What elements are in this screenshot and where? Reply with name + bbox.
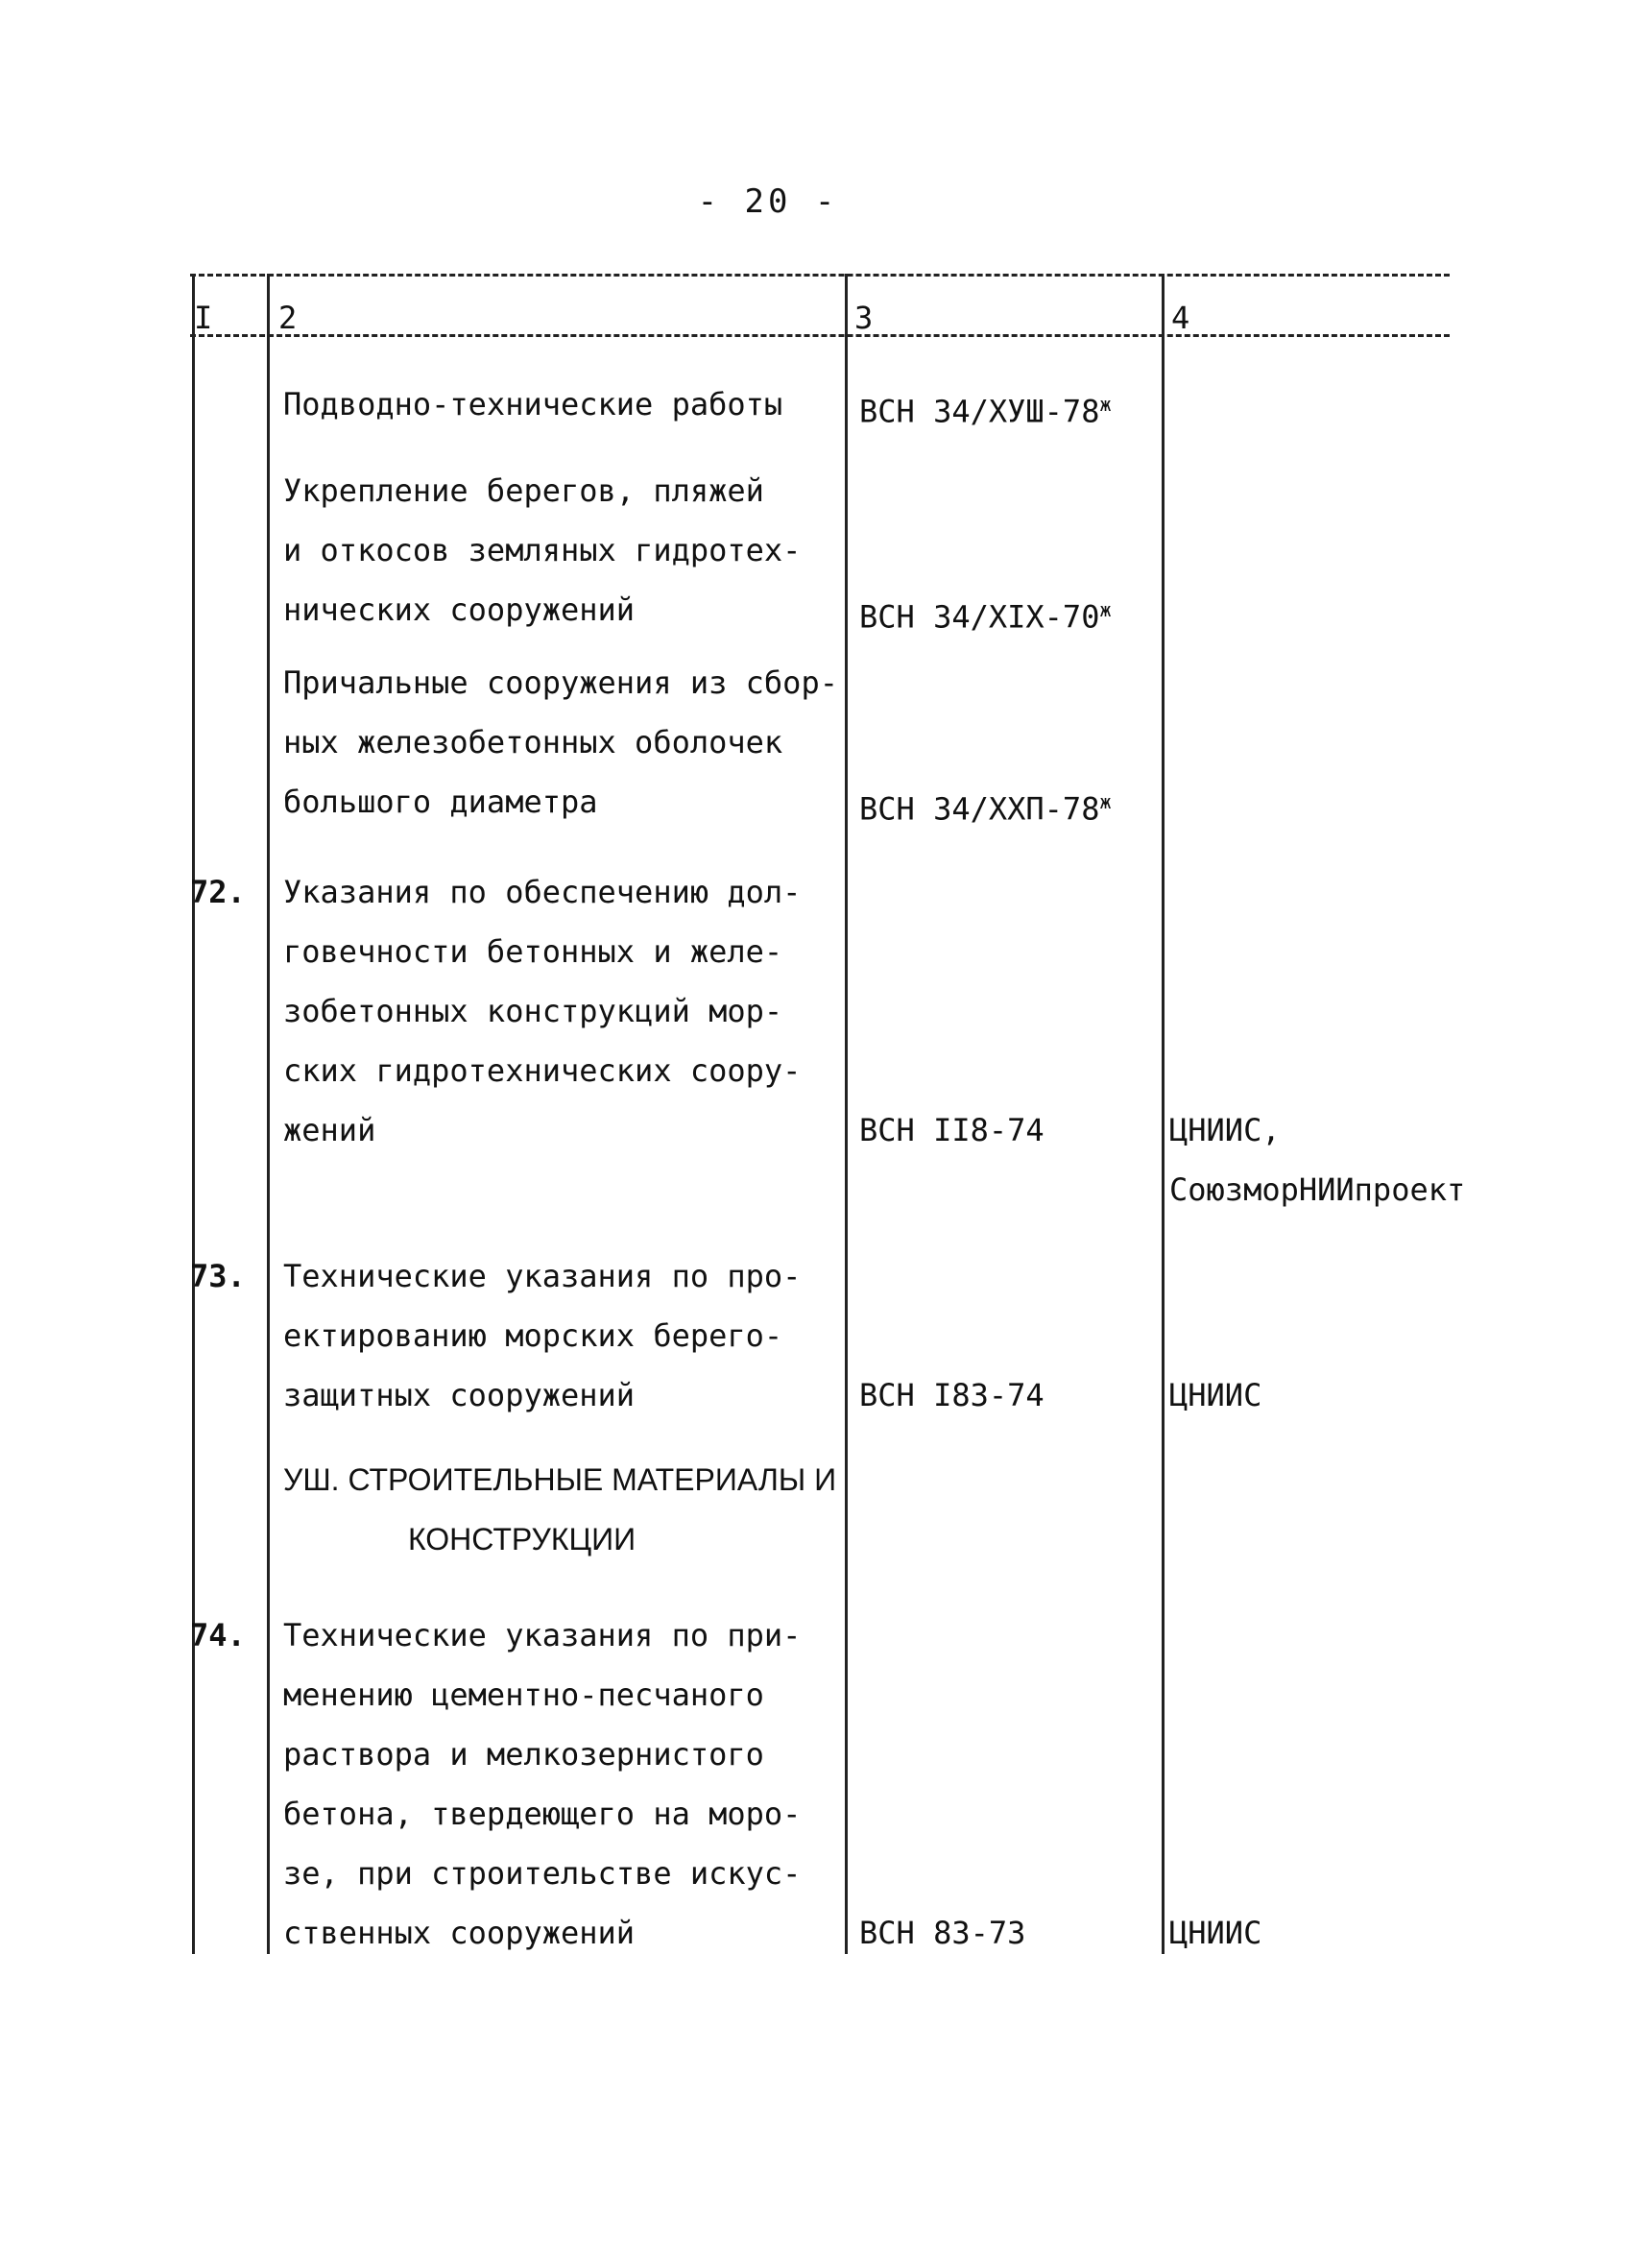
row-title-line: и откосов земляных гидротех- xyxy=(283,532,802,568)
row-code-text: ВСН 34/XXП-78 xyxy=(859,790,1100,828)
row-title-line: ектированию морских берего- xyxy=(283,1317,783,1354)
row-code xyxy=(859,580,1112,647)
row-title-line: жений xyxy=(283,1112,376,1148)
row-title-line: зобетонных конструкций мор- xyxy=(283,993,783,1029)
row-title-line: большого диаметра xyxy=(283,784,598,820)
row-code-text: ВСН 34/XIX-70 xyxy=(859,598,1100,636)
row-title-line: защитных сооружений xyxy=(283,1377,636,1413)
row-title-line: ных железобетонных оболочек xyxy=(283,724,783,760)
row-code xyxy=(859,772,1112,839)
header-col-2: 2 xyxy=(278,300,298,336)
row-title-line: раствора и мелкозернистого xyxy=(283,1736,764,1773)
row-number: 72. xyxy=(190,874,246,910)
header-col-4: 4 xyxy=(1171,300,1190,336)
row-org-line: ЦНИИС xyxy=(1169,1915,1262,1951)
row-title-line: Укрепление берегов, пляжей xyxy=(283,472,764,509)
column-divider-1 xyxy=(192,274,195,1954)
row-code: ВСН II8-74 xyxy=(859,1112,1045,1148)
row-title-line: ственных сооружений xyxy=(283,1915,636,1951)
page-number: - 20 - xyxy=(697,182,839,221)
row-title-line: Указания по обеспечению дол- xyxy=(283,874,802,910)
column-divider-4 xyxy=(1162,274,1165,1954)
row-org-line: ЦНИИС, xyxy=(1169,1112,1281,1148)
row-code-mark: ж xyxy=(1099,598,1112,621)
column-divider-2 xyxy=(267,274,270,1954)
header-bottom-rule xyxy=(190,334,1450,337)
header-col-3: 3 xyxy=(854,300,874,336)
row-title-line: нических сооружений xyxy=(283,591,636,628)
row-code xyxy=(859,374,1112,442)
row-title-line: Технические указания по при- xyxy=(283,1617,802,1653)
column-divider-3 xyxy=(845,274,848,1954)
header-col-1: I xyxy=(194,300,213,336)
section-heading-line: УШ. СТРОИТЕЛЬНЫЕ МАТЕРИАЛЫ И xyxy=(283,1462,837,1497)
row-code-mark: ж xyxy=(1099,393,1112,416)
row-title-line: бетона, твердеющего на моро- xyxy=(283,1796,802,1832)
row-title-line: менению цементно-песчаного xyxy=(283,1677,764,1713)
row-number: 73. xyxy=(190,1258,246,1294)
section-heading-line: КОНСТРУКЦИИ xyxy=(408,1522,636,1556)
row-title-line: ских гидротехнических соору- xyxy=(283,1052,802,1089)
row-code-text: ВСН 34/ХУШ-78 xyxy=(859,393,1100,430)
row-title-line: Причальные сооружения из сбор- xyxy=(283,664,838,701)
row-title-line: говечности бетонных и желе- xyxy=(283,933,783,970)
row-title-line: Подводно-технические работы xyxy=(283,386,783,422)
row-code: ВСН 83-73 xyxy=(859,1915,1026,1951)
row-title-line: зе, при строительстве искус- xyxy=(283,1855,802,1892)
row-number: 74. xyxy=(190,1617,246,1653)
row-code-mark: ж xyxy=(1099,790,1112,813)
row-org-line: СоюзморНИИпроект xyxy=(1169,1171,1466,1208)
row-title-line: Технические указания по про- xyxy=(283,1258,802,1294)
row-code: ВСН I83-74 xyxy=(859,1377,1045,1413)
header-top-rule xyxy=(190,274,1450,277)
row-org-line: ЦНИИС xyxy=(1169,1377,1262,1413)
